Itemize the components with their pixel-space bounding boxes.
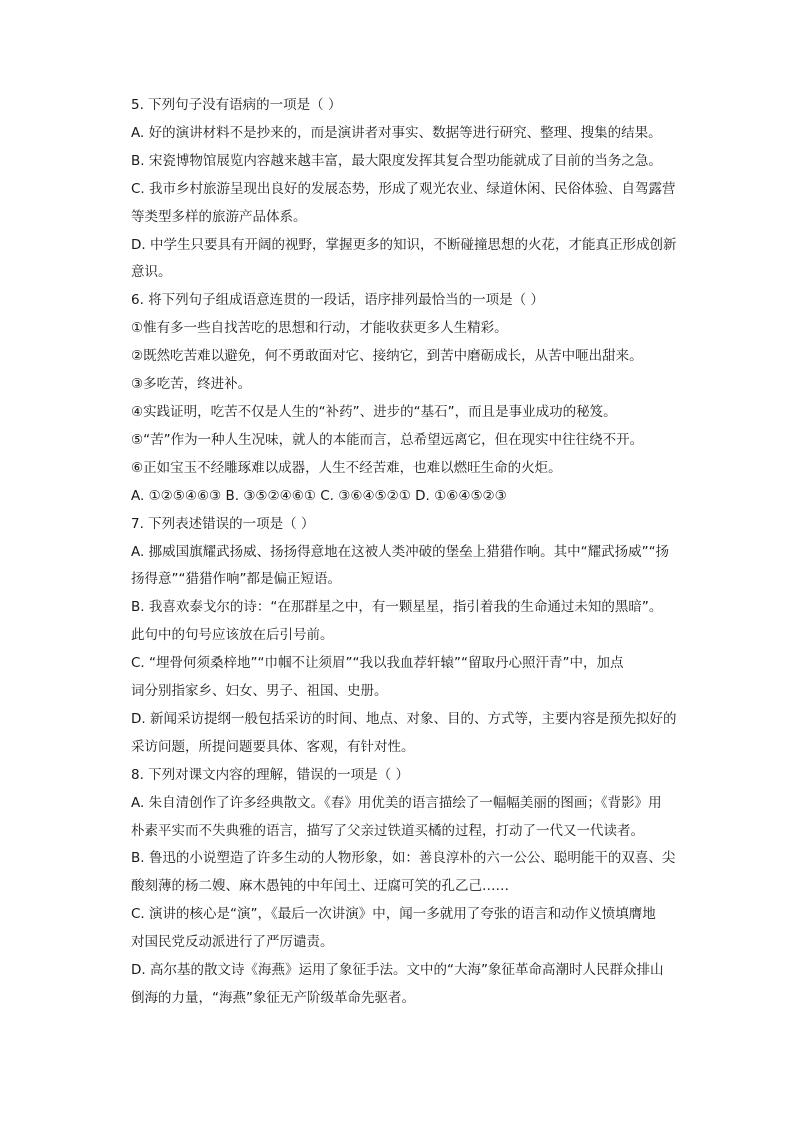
option-d-cont: 意识。 bbox=[131, 264, 172, 281]
question-7 bbox=[131, 511, 697, 762]
option-a: A. 好的演讲材料不是抄来的，而是演讲者对事实、数据等进行研究、整理、搜集的结果。 bbox=[131, 124, 662, 141]
question-stem: 6. 将下列句子组成语意连贯的一段话，语序排列最恰当的一项是（ ） bbox=[131, 292, 544, 309]
option-b: B. 宋瓷博物馆展览内容越来越丰富，最大限度发挥其复合型功能就成了目前的当务之急。 bbox=[131, 152, 662, 169]
option-d: D. 中学生只要具有开阔的视野，掌握更多的知识，不断碰撞思想的火花，才能真正形成创新 bbox=[131, 236, 677, 253]
question-stem: 8. 下列对课文内容的理解，错误的一项是（ ） bbox=[131, 766, 409, 783]
question-8 bbox=[131, 762, 697, 1013]
question-stem: 5. 下列句子没有语病的一项是（ ） bbox=[131, 97, 342, 113]
option-c-cont: 词分别指家乡、妇女、男子、祖国、史册。 bbox=[131, 683, 388, 700]
sentence-2: ②既然吃苦难以避免，何不勇敢面对它、接纳它，到苦中磨砺成长，从苦中咂出甜来。 bbox=[131, 348, 643, 365]
sentence-1: ①惟有多一些自找苦吃的思想和行动，才能收获更多人生精彩。 bbox=[131, 320, 508, 337]
sentence-5: ⑤“苦”作为一种人生况味，就人的本能而言，总希望远离它，但在现实中往往绕不开。 bbox=[131, 431, 644, 448]
option-c: C. “埋骨何须桑梓地”“巾帼不让须眉”“我以我血荐轩辕”“留取丹心照汗青”中，加点 bbox=[131, 655, 624, 672]
option-a-cont: 扬得意”“猎猎作响”都是偏正短语。 bbox=[131, 571, 341, 588]
option-d-cont: 采访问题，所提问题要具体、客观，有针对性。 bbox=[131, 738, 415, 755]
option-a: A. 挪威国旗耀武扬威、扬扬得意地在这被人类冲破的堡垒上猎猎作响。其中“耀武扬威”“扬 bbox=[131, 543, 670, 560]
option-d: D. 新闻采访提纲一般包括采访的时间、地点、对象、目的、方式等，主要内容是预先拟好的 bbox=[131, 710, 677, 727]
option-c-cont: 对国民党反动派进行了严厉谴责。 bbox=[131, 934, 334, 951]
exam-page bbox=[131, 92, 697, 1013]
option-d: D. 高尔基的散文诗《海燕》运用了象征手法。文中的“大海”象征革命高潮时人民群众排山 bbox=[131, 962, 664, 979]
options-row: A. ①②⑤④⑥③ B. ③⑤②④⑥① C. ③⑥④⑤②① D. ①⑥④⑤②③ bbox=[131, 487, 507, 504]
question-stem: 7. 下列表述错误的一项是（ ） bbox=[131, 515, 315, 532]
option-b: B. 鲁迅的小说塑造了许多生动的人物形象，如：善良淳朴的六一公公、聪明能干的双喜、尖 bbox=[131, 850, 676, 867]
option-c: C. 我市乡村旅游呈现出良好的发展态势，形成了观光农业、绿道休闲、民俗体验、自驾露营 bbox=[131, 180, 676, 197]
question-5 bbox=[131, 92, 697, 287]
sentence-6: ⑥正如宝玉不经雕琢难以成器，人生不经苦难，也难以燃旺生命的火炬。 bbox=[131, 459, 562, 476]
sentence-4: ④实践证明，吃苦不仅是人生的“补药”、进步的“基石”，而且是事业成功的秘笈。 bbox=[131, 403, 617, 420]
option-a: A. 朱自清创作了许多经典散文。《春》用优美的语言描绘了一幅幅美丽的图画；《背影》用 bbox=[131, 794, 662, 811]
option-b-cont: 酸刻薄的杨二嫂、麻木愚钝的中年闰土、迂腐可笑的孔乙己…… bbox=[131, 878, 509, 895]
option-a-cont: 朴素平实而不失典雅的语言，描写了父亲过铁道买橘的过程，打动了一代又一代读者。 bbox=[131, 822, 644, 839]
question-6 bbox=[131, 287, 697, 510]
option-d-cont: 倒海的力量，“海燕”象征无产阶级革命先驱者。 bbox=[131, 990, 415, 1006]
sentence-3: ③多吃苦，终进补。 bbox=[131, 376, 252, 393]
option-c-cont: 等类型多样的旅游产品体系。 bbox=[131, 208, 307, 225]
option-b-cont: 此句中的句号应该放在后引号前。 bbox=[131, 627, 334, 644]
option-c: C. 演讲的核心是“演”，《最后一次讲演》中，闻一多就用了夸张的语言和动作义愤填膺地 bbox=[131, 906, 656, 923]
option-b: B. 我喜欢泰戈尔的诗：“在那群星之中，有一颗星星，指引着我的生命通过未知的黑暗”。 bbox=[131, 599, 663, 616]
